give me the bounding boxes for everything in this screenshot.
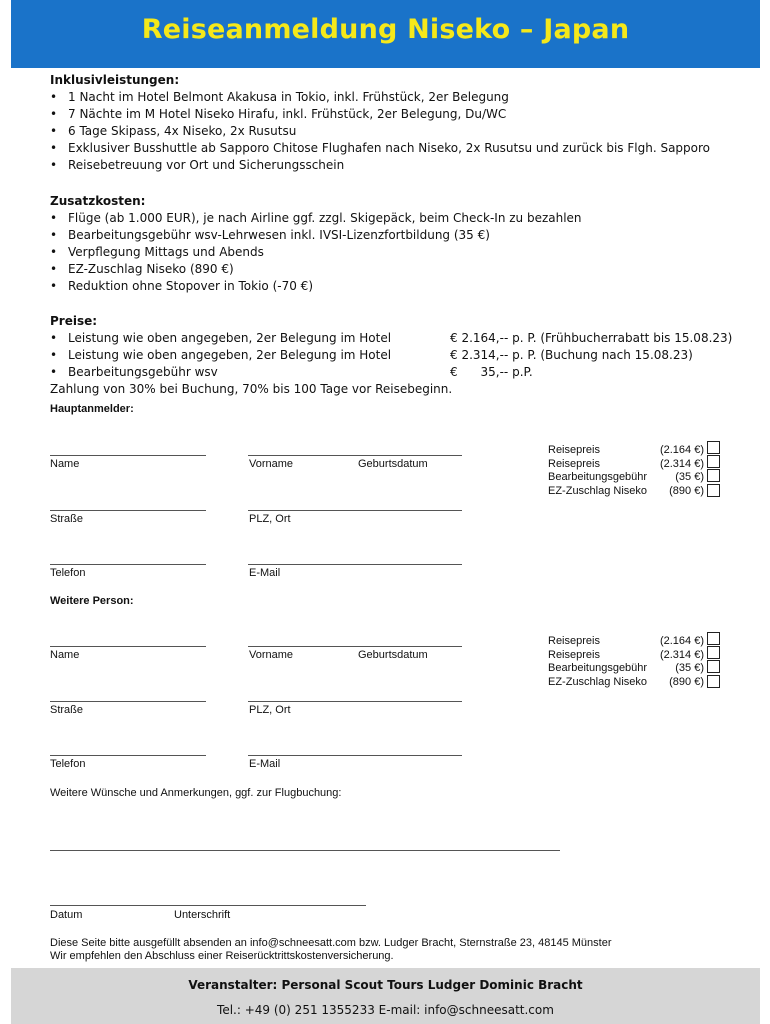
list-item: • EZ-Zuschlag Niseko (890 €)	[50, 261, 582, 278]
list-item: • Exklusiver Busshuttle ab Sapporo Chitose Flughafen nach Niseko, 2x Rusutsu und zurück bis Flgh. Sapporo	[50, 140, 710, 157]
inclusive-list	[50, 89, 710, 174]
birthdate-label: Geburtsdatum	[358, 458, 428, 470]
list-item: • 1 Nacht im Hotel Belmont Akakusa in Tokio, inkl. Frühstück, 2er Belegung	[50, 89, 710, 106]
email-field[interactable]	[248, 564, 462, 565]
street-label: Straße	[50, 513, 84, 525]
vorname-label: Vorname	[249, 649, 294, 661]
price-label: Leistung wie oben angegeben, 2er Belegung im Hotel	[68, 331, 392, 345]
street-field[interactable]	[50, 510, 206, 511]
option-value: (35 €)	[675, 471, 704, 483]
list-item: • Verpflegung Mittags und Abends	[50, 244, 582, 261]
extra-costs-heading: Zusatzkosten:	[50, 194, 146, 208]
phone-label: Telefon	[50, 758, 86, 770]
option-checkbox[interactable]	[707, 646, 720, 659]
option-label: Reisepreis	[548, 458, 600, 470]
list-item: • Flüge (ab 1.000 EUR), je nach Airline ggf. zzgl. Skigepäck, beim Check-In zu bezahlen	[50, 210, 582, 227]
option-label: EZ-Zuschlag Niseko	[548, 485, 648, 497]
phone-field[interactable]	[50, 755, 206, 756]
option-value: (2.164 €)	[659, 444, 704, 456]
email-field[interactable]	[248, 755, 462, 756]
list-item: • 6 Tage Skipass, 4x Niseko, 2x Rusutsu	[50, 123, 710, 140]
date-label: Datum	[50, 909, 83, 921]
signature-label: Unterschrift	[174, 909, 231, 921]
option-checkbox[interactable]	[707, 632, 720, 645]
option-label: Bearbeitungsgebühr	[548, 471, 648, 483]
extra-costs-section	[50, 193, 582, 295]
price-row: • Leistung wie oben angegeben, 2er Belegung im Hotel € 2.164,-- p. P. (Frühbucherrabatt bis 15.08.23)	[50, 331, 733, 345]
option-value: (35 €)	[675, 662, 704, 674]
plz-field[interactable]	[248, 510, 462, 511]
option-label: Reisepreis	[548, 635, 600, 647]
vorname-field[interactable]	[248, 646, 462, 647]
organizer-text: Veranstalter: Personal Scout Tours Ludger Dominic Bracht	[188, 978, 583, 992]
option-checkbox[interactable]	[707, 660, 720, 673]
price-label: Bearbeitungsgebühr wsv	[68, 365, 218, 379]
option-label: Bearbeitungsgebühr	[548, 662, 648, 674]
date-signature-field[interactable]	[50, 905, 366, 906]
option-checkbox[interactable]	[707, 484, 720, 497]
price-row: • Bearbeitungsgebühr wsv € 35,-- p.P.	[50, 365, 533, 379]
insurance-note: Wir empfehlen den Abschluss einer Reiserücktrittskostenversicherung.	[50, 950, 394, 962]
vorname-field[interactable]	[248, 455, 462, 456]
send-note: Diese Seite bitte ausgefüllt absenden an info@schneesatt.com bzw. Ludger Bracht, Sternstraße 23, 48145 Münster	[50, 937, 612, 949]
name-field[interactable]	[50, 646, 206, 647]
price-label: Leistung wie oben angegeben, 2er Belegung im Hotel	[68, 348, 392, 362]
extra-costs-list	[50, 210, 582, 295]
additional-person-heading: Weitere Person:	[50, 595, 134, 607]
name-label: Name	[50, 649, 80, 661]
option-value: (2.314 €)	[659, 458, 704, 470]
email-label: E-Mail	[249, 567, 281, 579]
list-item: • Reduktion ohne Stopover in Tokio (-70 €)	[50, 278, 582, 295]
wishes-label: Weitere Wünsche und Anmerkungen, ggf. zur Flugbuchung:	[50, 787, 342, 799]
option-value: (890 €)	[669, 485, 704, 497]
payment-note: Zahlung von 30% bei Buchung, 70% bis 100 Tage vor Reisebeginn.	[50, 382, 453, 396]
option-label: EZ-Zuschlag Niseko	[548, 676, 648, 688]
prices-heading: Preise:	[50, 314, 98, 328]
page-title: Reiseanmeldung Niseko – Japan	[141, 14, 630, 45]
option-checkbox[interactable]	[707, 469, 720, 482]
phone-label: Telefon	[50, 567, 86, 579]
street-label: Straße	[50, 704, 84, 716]
email-label: E-Mail	[249, 758, 281, 770]
plz-label: PLZ, Ort	[249, 513, 291, 525]
option-checkbox[interactable]	[707, 675, 720, 688]
option-label: Reisepreis	[548, 444, 600, 456]
price-value: € 2.314,-- p. P. (Buchung nach 15.08.23)	[450, 348, 693, 362]
street-field[interactable]	[50, 701, 206, 702]
list-item: • 7 Nächte im M Hotel Niseko Hirafu, inkl. Frühstück, 2er Belegung, Du/WC	[50, 106, 710, 123]
option-checkbox[interactable]	[707, 455, 720, 468]
list-item: • Reisebetreuung vor Ort und Sicherungsschein	[50, 157, 710, 174]
list-item: • Bearbeitungsgebühr wsv-Lehrwesen inkl. IVSI-Lizenzfortbildung (35 €)	[50, 227, 582, 244]
option-value: (2.314 €)	[659, 649, 704, 661]
phone-field[interactable]	[50, 564, 206, 565]
header-banner	[11, 0, 760, 68]
option-label: Reisepreis	[548, 649, 600, 661]
plz-field[interactable]	[248, 701, 462, 702]
inclusive-heading: Inklusivleistungen:	[50, 73, 180, 87]
name-label: Name	[50, 458, 80, 470]
plz-label: PLZ, Ort	[249, 704, 291, 716]
option-checkbox[interactable]	[707, 441, 720, 454]
main-registrant-heading: Hauptanmelder:	[50, 403, 134, 415]
price-row: • Leistung wie oben angegeben, 2er Belegung im Hotel € 2.314,-- p. P. (Buchung nach 15.08.23)	[50, 348, 693, 362]
price-value: € 35,-- p.P.	[450, 365, 533, 379]
option-value: (890 €)	[669, 676, 704, 688]
birthdate-label: Geburtsdatum	[358, 649, 428, 661]
vorname-label: Vorname	[249, 458, 294, 470]
inclusive-section	[50, 72, 710, 174]
name-field[interactable]	[50, 455, 206, 456]
footer	[11, 968, 760, 1024]
prices-section	[50, 313, 750, 398]
contact-text: Tel.: +49 (0) 251 1355233 E-mail: info@schneesatt.com	[217, 1003, 554, 1017]
option-value: (2.164 €)	[659, 635, 704, 647]
price-value: € 2.164,-- p. P. (Frühbucherrabatt bis 15.08.23)	[450, 331, 733, 345]
wishes-field[interactable]	[50, 850, 560, 851]
